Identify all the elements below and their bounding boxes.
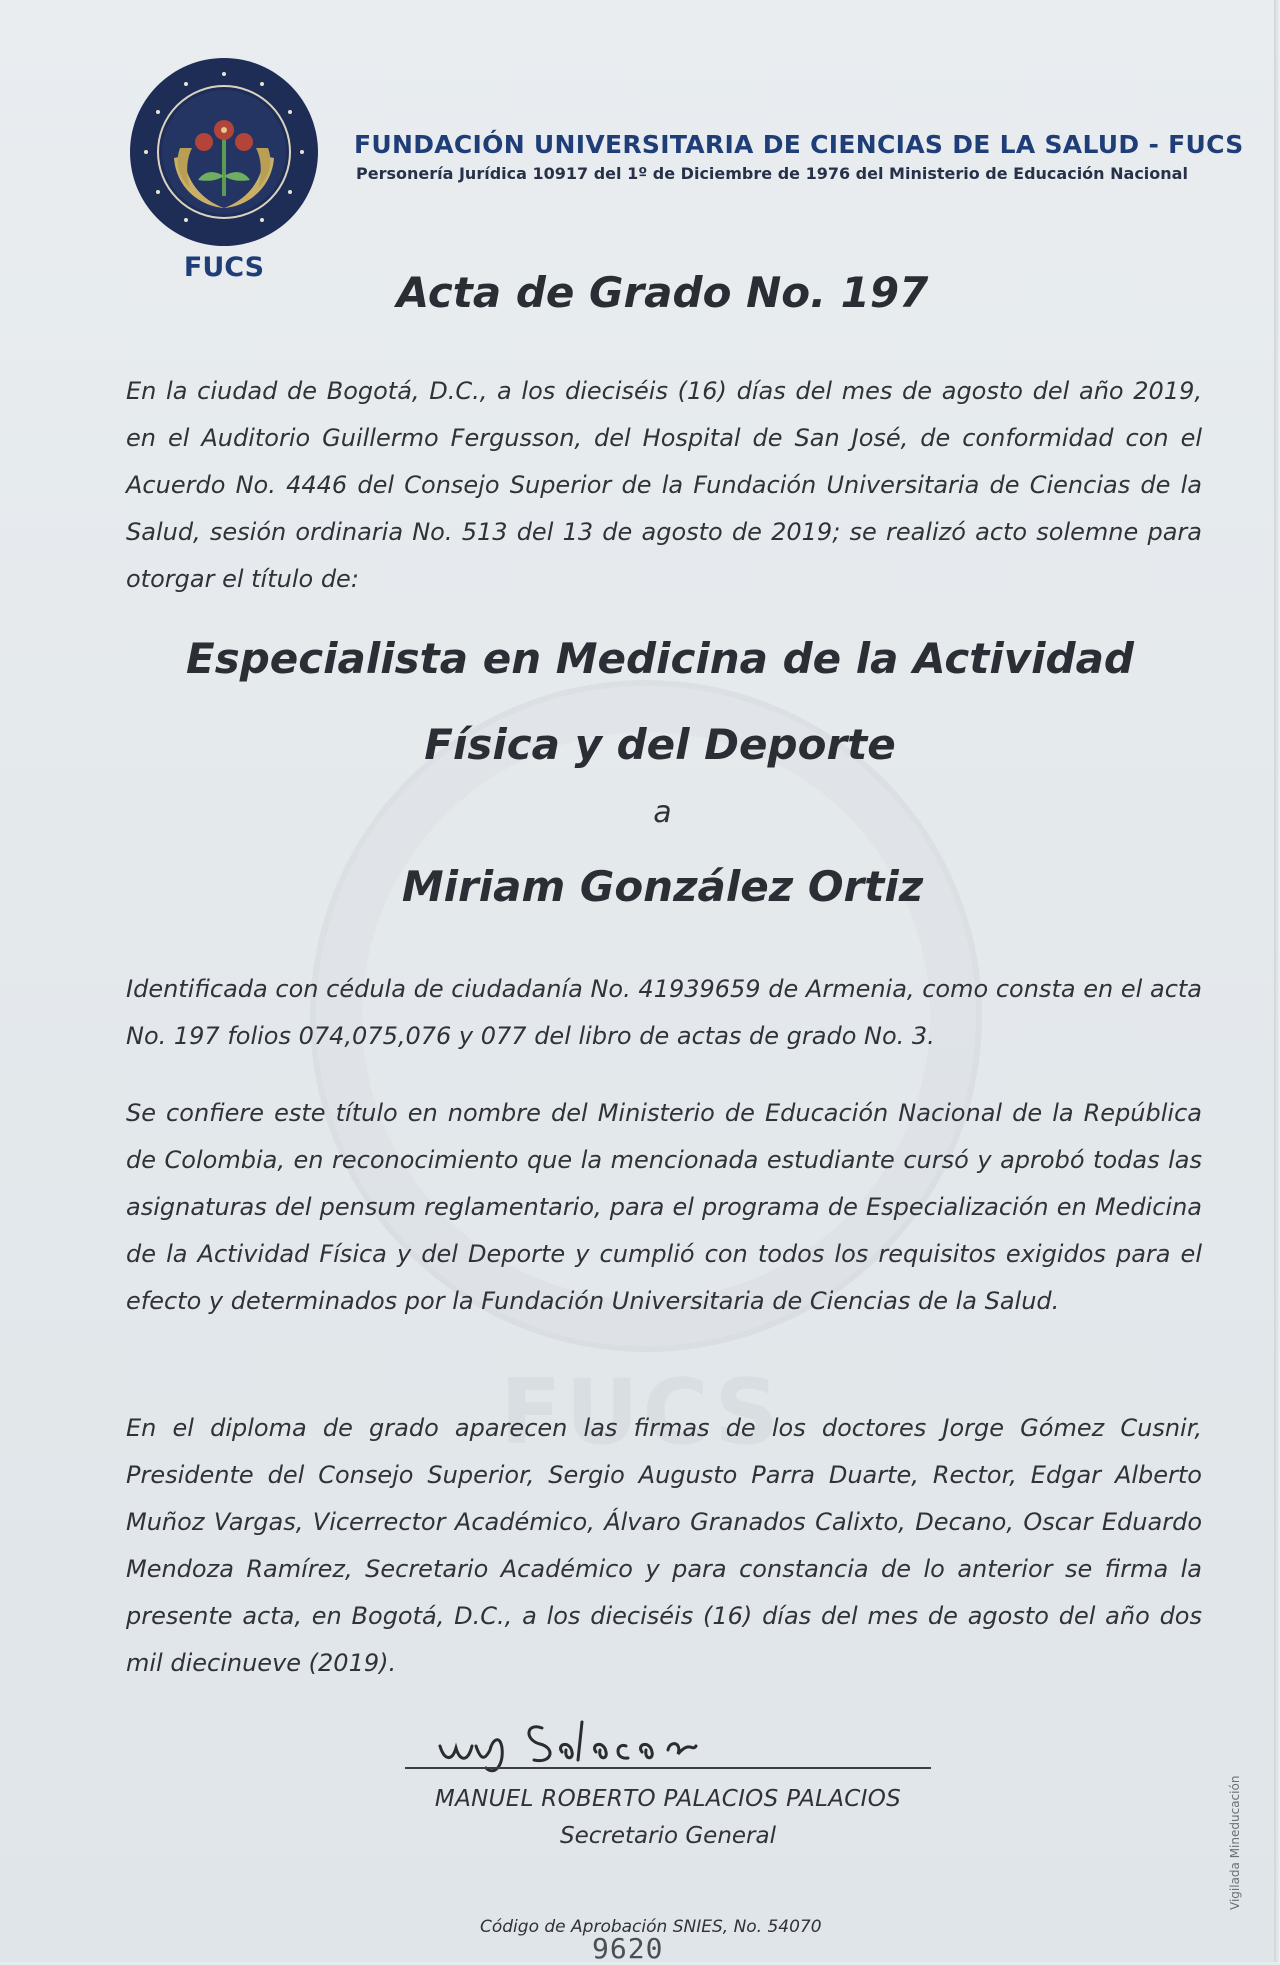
identification-paragraph: Identificada con cédula de ciudadanía No. 41939659 de Armenia, como consta en el acta No. 197 folios 074,075,076 y 077 del libro de actas de grado No. 3. [126, 975, 1202, 1050]
intro-paragraph: En la ciudad de Bogotá, D.C., a los dieciséis (16) días del mes de agosto del año 2019, en el Auditorio Guillermo Fergusson, del Hospital de San José, de conformidad con el Acuerdo No. 4446 del Consejo Superior de la Fundación Universitaria de Ciencias de la Salud, sesión ordinaria No. 513 del 13 de agosto de 2019; se realizó acto solemne para otorgar el título de: [126, 377, 1202, 593]
fucs-seal-logo [128, 56, 320, 248]
logo-caption: FUCS [183, 252, 265, 283]
snies-code: Código de Aprobación SNIES, No. 54070 [480, 1917, 822, 1937]
conferral-paragraph: Se confiere este título en nombre del Ministerio de Educación Nacional de la República de Colombia, en reconocimiento que la mencionada estudiante cursó y aprobó todas las asignaturas del pensum reglamentario, para el programa de Especialización en Medicina de la Actividad Física y del Deporte y cumplió con todos los requisitos exigidos para el efecto y determinados por la Fundación Universitaria de Ciencias de la Salud. [126, 1099, 1202, 1315]
institution-name: FUNDACIÓN UNIVERSITARIA DE CIENCIAS DE LA SALUD - FUCS [354, 130, 1244, 159]
signatures-paragraph: En el diploma de grado aparecen las firmas de los doctores Jorge Gómez Cusnir, Presidente del Consejo Superior, Sergio Augusto Parra Duarte, Rector, Edgar Alberto Muñoz Vargas, Vicerrector Académico, Álvaro Granados Calixto, Decano, Oscar Eduardo Mendoza Ramírez, Secretario Académico y para constancia de lo anterior se firma la presente acta, en Bogotá, D.C., a los dieciséis (16) días del mes de agosto del año dos mil diecinueve (2019). [126, 1414, 1202, 1677]
paper-edge [1274, 0, 1280, 1962]
degree-title [140, 616, 1180, 788]
degree-title-line-1: Especialista en Medicina de la Actividad [186, 634, 1134, 683]
signer-name: MANUEL ROBERTO PALACIOS PALACIOS [434, 1786, 902, 1812]
document-title: Acta de Grado No. 197 [396, 268, 929, 317]
watermark-fucs: FUCS [500, 1360, 784, 1465]
signature-line [405, 1767, 931, 1769]
connector-text: a [653, 795, 672, 830]
legal-registration: Personería Jurídica 10917 del 1º de Diciembre de 1976 del Ministerio de Educación Nacional [356, 164, 1188, 183]
recipient-name: Miriam González Ortiz [401, 862, 924, 911]
serial-number: 9620 [592, 1932, 664, 1965]
signer-role: Secretario General [560, 1823, 776, 1849]
vigilada-label: Vigilada Mineducación [1228, 1775, 1242, 1910]
degree-title-line-2: Física y del Deporte [424, 720, 896, 769]
